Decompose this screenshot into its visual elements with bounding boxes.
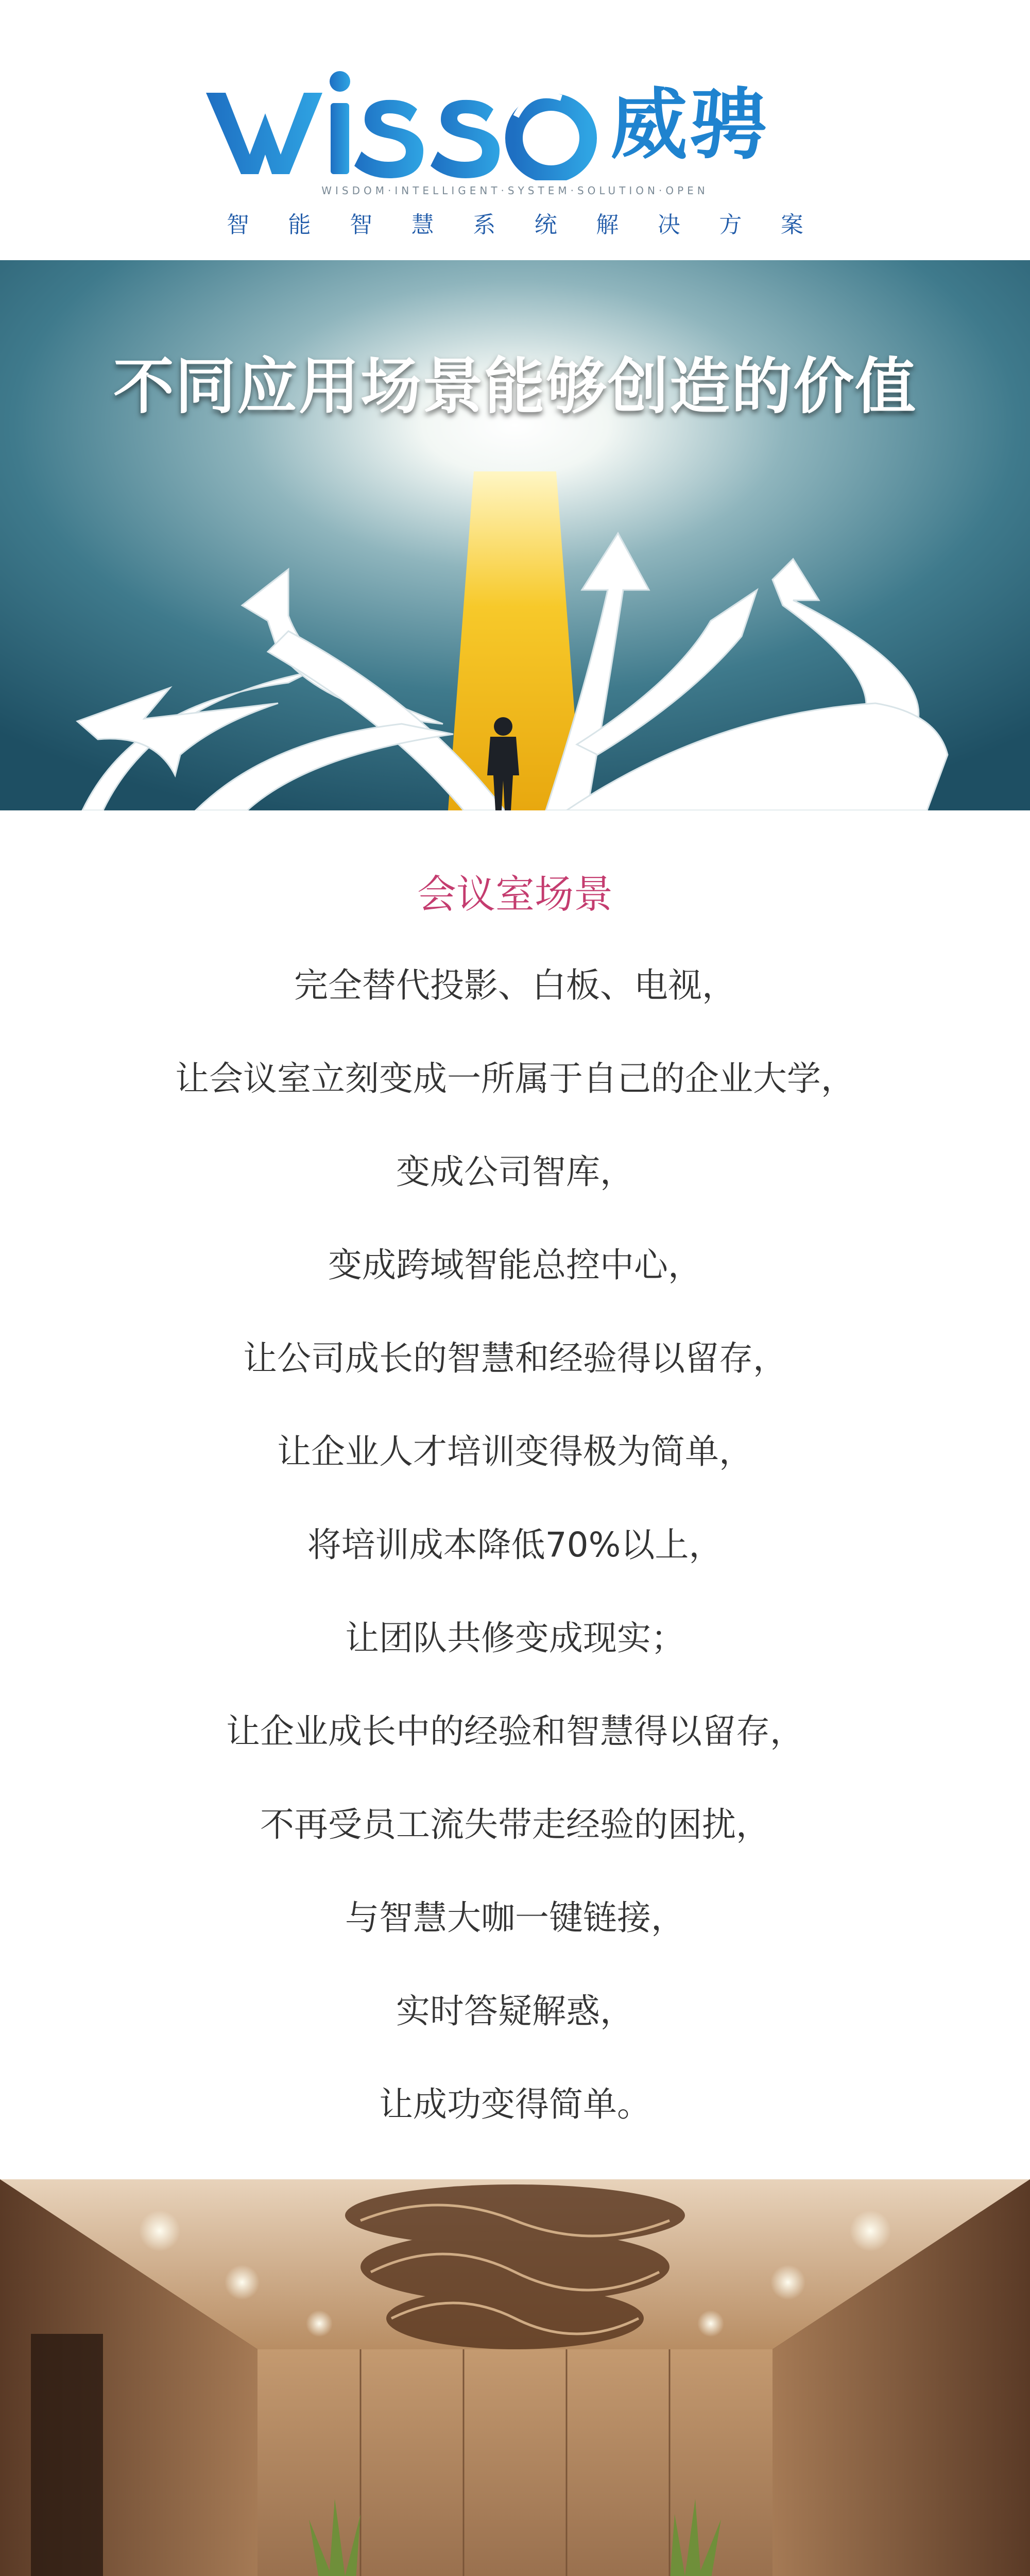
body-line: 完全替代投影、白板、电视， [294, 965, 736, 1005]
header [0, 0, 1030, 260]
content-section [0, 810, 1030, 2179]
tagline-char: 能 [288, 212, 311, 238]
logo [201, 57, 834, 180]
body-line: 让成功变得简单。 [379, 2084, 651, 2124]
tagline-char: 解 [596, 212, 619, 238]
tagline-char: 智 [350, 212, 373, 238]
body-line: 让团队共修变成现实； [345, 1618, 685, 1658]
tagline-char: 案 [780, 212, 803, 238]
body-line: 让公司成长的智慧和经验得以留存， [243, 1338, 787, 1378]
body-line: 与智慧大咖一键链接， [345, 1898, 685, 1938]
tagline-char: 慧 [411, 212, 434, 238]
banner-title: 不同应用场景能够创造的价值 [113, 351, 917, 422]
logo-slogan: WISDOM·INTELLIGENT·SYSTEM·SOLUTION·OPEN [321, 184, 709, 197]
body-lines [0, 965, 1030, 2177]
body-line: 让企业人才培训变得极为简单， [277, 1432, 753, 1471]
tagline-char: 方 [719, 212, 742, 238]
banner [0, 260, 1030, 810]
logo-tagline [227, 206, 803, 239]
meeting-room-illustration [0, 2179, 1030, 2576]
tagline-char: 统 [534, 212, 557, 238]
tagline-char: 系 [473, 212, 496, 238]
brand-name-cn: 威骋 [610, 80, 769, 170]
meeting-room-photo [0, 2179, 1030, 2576]
body-line: 将培训成本降低70%以上， [307, 1525, 723, 1565]
wisso-logo-icon [201, 57, 603, 180]
body-line: 实时答疑解惑， [396, 1991, 634, 2031]
body-line: 变成公司智库， [396, 1152, 634, 1192]
tagline-char: 决 [657, 212, 680, 238]
body-line: 让会议室立刻变成一所属于自己的企业大学， [175, 1059, 855, 1098]
body-line: 让企业成长中的经验和智慧得以留存， [226, 1711, 804, 1751]
tagline-char: 智 [227, 212, 249, 238]
body-line: 变成跨域智能总控中心， [328, 1245, 702, 1285]
section-title: 会议室场景 [417, 871, 613, 917]
body-line: 不再受员工流失带走经验的困扰， [260, 1805, 770, 1844]
